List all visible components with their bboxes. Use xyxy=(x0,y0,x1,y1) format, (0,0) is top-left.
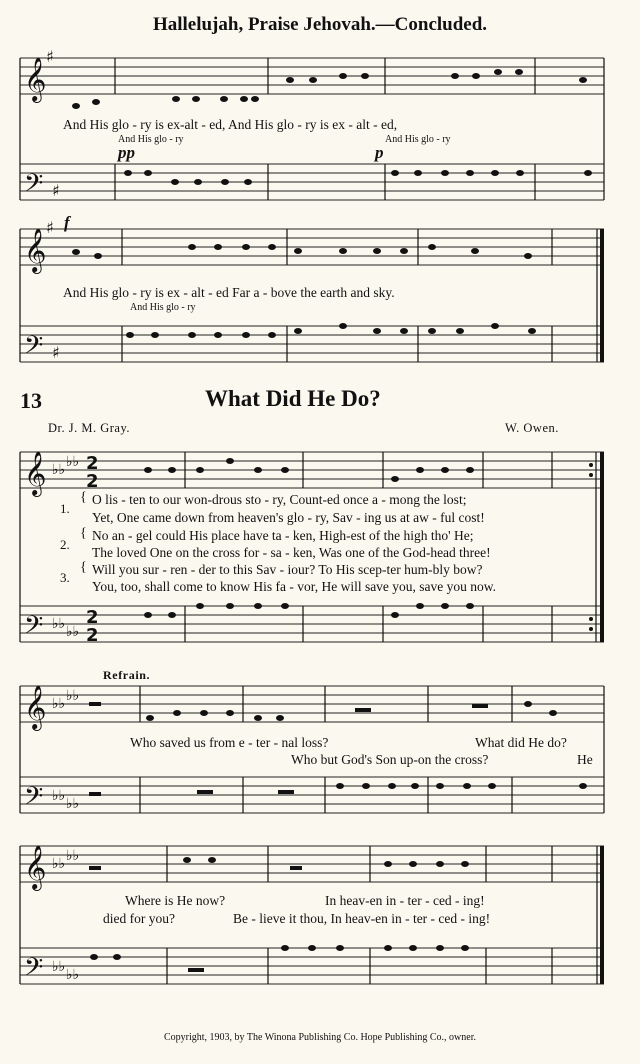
refrain-line: He xyxy=(577,752,593,767)
svg-text:2: 2 xyxy=(86,625,99,646)
svg-text:𝄞: 𝄞 xyxy=(24,845,47,889)
svg-text:♭♭: ♭♭ xyxy=(66,848,80,864)
svg-text:𝄞: 𝄞 xyxy=(24,451,47,495)
svg-text:2: 2 xyxy=(86,471,99,492)
bass-lyric: And His glo - ry xyxy=(130,302,196,313)
verse-line: No an - gel could His place have ta - ken, High-est of the high tho' He; xyxy=(92,528,474,543)
verse-line: O lis - ten to our won-drous sto - ry, Count-ed once a - mong the lost; xyxy=(92,492,467,507)
svg-text:2: 2 xyxy=(86,453,99,474)
verse-line: Yet, One came down from heaven's glo - ry, Sav - ing us at aw - ful cost! xyxy=(92,510,485,525)
svg-text:2: 2 xyxy=(86,607,99,628)
lyricist-credit: Dr. J. M. Gray. xyxy=(48,421,131,435)
refrain-line: Be - lieve it thou, In heav-en in - ter - ced - ing! xyxy=(233,911,491,926)
svg-text:♭♭: ♭♭ xyxy=(66,624,80,640)
dynamic-marking: p xyxy=(375,143,384,162)
svg-text:𝄢: 𝄢 xyxy=(24,331,44,366)
svg-text:♭♭: ♭♭ xyxy=(52,696,66,712)
svg-text:𝄢: 𝄢 xyxy=(24,953,44,988)
refrain-line: Where is He now? xyxy=(125,893,226,908)
verse-line: You, too, shall come to know His fa - vor, He will save you, save you now. xyxy=(92,579,497,594)
svg-text:♯: ♯ xyxy=(52,181,60,200)
svg-text:♭♭: ♭♭ xyxy=(52,462,66,478)
brace-glyph: { xyxy=(80,526,87,541)
brace-glyph: { xyxy=(80,560,87,575)
lyric-line: And His glo - ry is ex - alt - ed Far a - bove the earth and sky. xyxy=(63,285,395,300)
dynamic-marking: pp xyxy=(118,143,135,162)
verse-number: 1. xyxy=(60,501,70,516)
verse-line: The loved One on the cross for - sa - ken, Was one of the God-head three! xyxy=(92,545,491,560)
brace-glyph: { xyxy=(80,490,87,505)
bass-lyric: And His glo - ry xyxy=(385,134,451,145)
lyric-line: And His glo - ry is ex-alt - ed, And His glo - ry is ex - alt - ed, xyxy=(63,117,398,132)
svg-text:𝄢: 𝄢 xyxy=(24,611,44,646)
refrain-label: Refrain. xyxy=(103,668,151,682)
svg-text:♯: ♯ xyxy=(46,218,54,237)
svg-text:♯: ♯ xyxy=(52,343,60,362)
copyright-notice: Copyright, 1903, by The Winona Publishing Co. Hope Publishing Co., owner. xyxy=(163,1032,476,1043)
svg-text:𝄞: 𝄞 xyxy=(24,685,47,729)
svg-text:♭♭: ♭♭ xyxy=(66,688,80,704)
page-title: Hallelujah, Praise Jehovah.—Concluded. xyxy=(152,14,488,35)
refrain-line: Who saved us from e - ter - nal loss? xyxy=(130,735,329,750)
svg-text:♭♭: ♭♭ xyxy=(66,796,80,812)
dynamic-marking: f xyxy=(64,213,70,232)
composer-credit: W. Owen. xyxy=(505,421,559,435)
svg-text:♭♭: ♭♭ xyxy=(52,788,66,804)
refrain-line: died for you? xyxy=(103,911,175,926)
svg-text:♭♭: ♭♭ xyxy=(66,454,80,470)
svg-text:♯: ♯ xyxy=(46,47,54,66)
bass-lyric: And His glo - ry xyxy=(118,134,184,145)
svg-text:♭♭: ♭♭ xyxy=(52,616,66,632)
refrain-line: Who but God's Son up-on the cross? xyxy=(291,752,489,767)
hymn-number: 13 xyxy=(20,388,42,413)
svg-text:𝄢: 𝄢 xyxy=(24,782,44,817)
refrain-line: In heav-en in - ter - ced - ing! xyxy=(325,893,485,908)
svg-text:♭♭: ♭♭ xyxy=(66,967,80,983)
bass-staff-1 xyxy=(20,164,604,200)
hymn-title: What Did He Do? xyxy=(205,386,381,411)
svg-text:𝄢: 𝄢 xyxy=(24,169,44,204)
refrain-line: What did He do? xyxy=(475,735,567,750)
treble-staff-1 xyxy=(20,58,604,94)
svg-text:♭♭: ♭♭ xyxy=(52,856,66,872)
svg-text:𝄞: 𝄞 xyxy=(24,228,47,272)
verse-number: 3. xyxy=(60,570,70,585)
verse-line: Will you sur - ren - der to this Sav - iour? To His scep-ter hum-bly bow? xyxy=(92,562,483,577)
svg-text:𝄞: 𝄞 xyxy=(24,57,47,101)
verse-number: 2. xyxy=(60,537,70,552)
svg-text:♭♭: ♭♭ xyxy=(52,959,66,975)
